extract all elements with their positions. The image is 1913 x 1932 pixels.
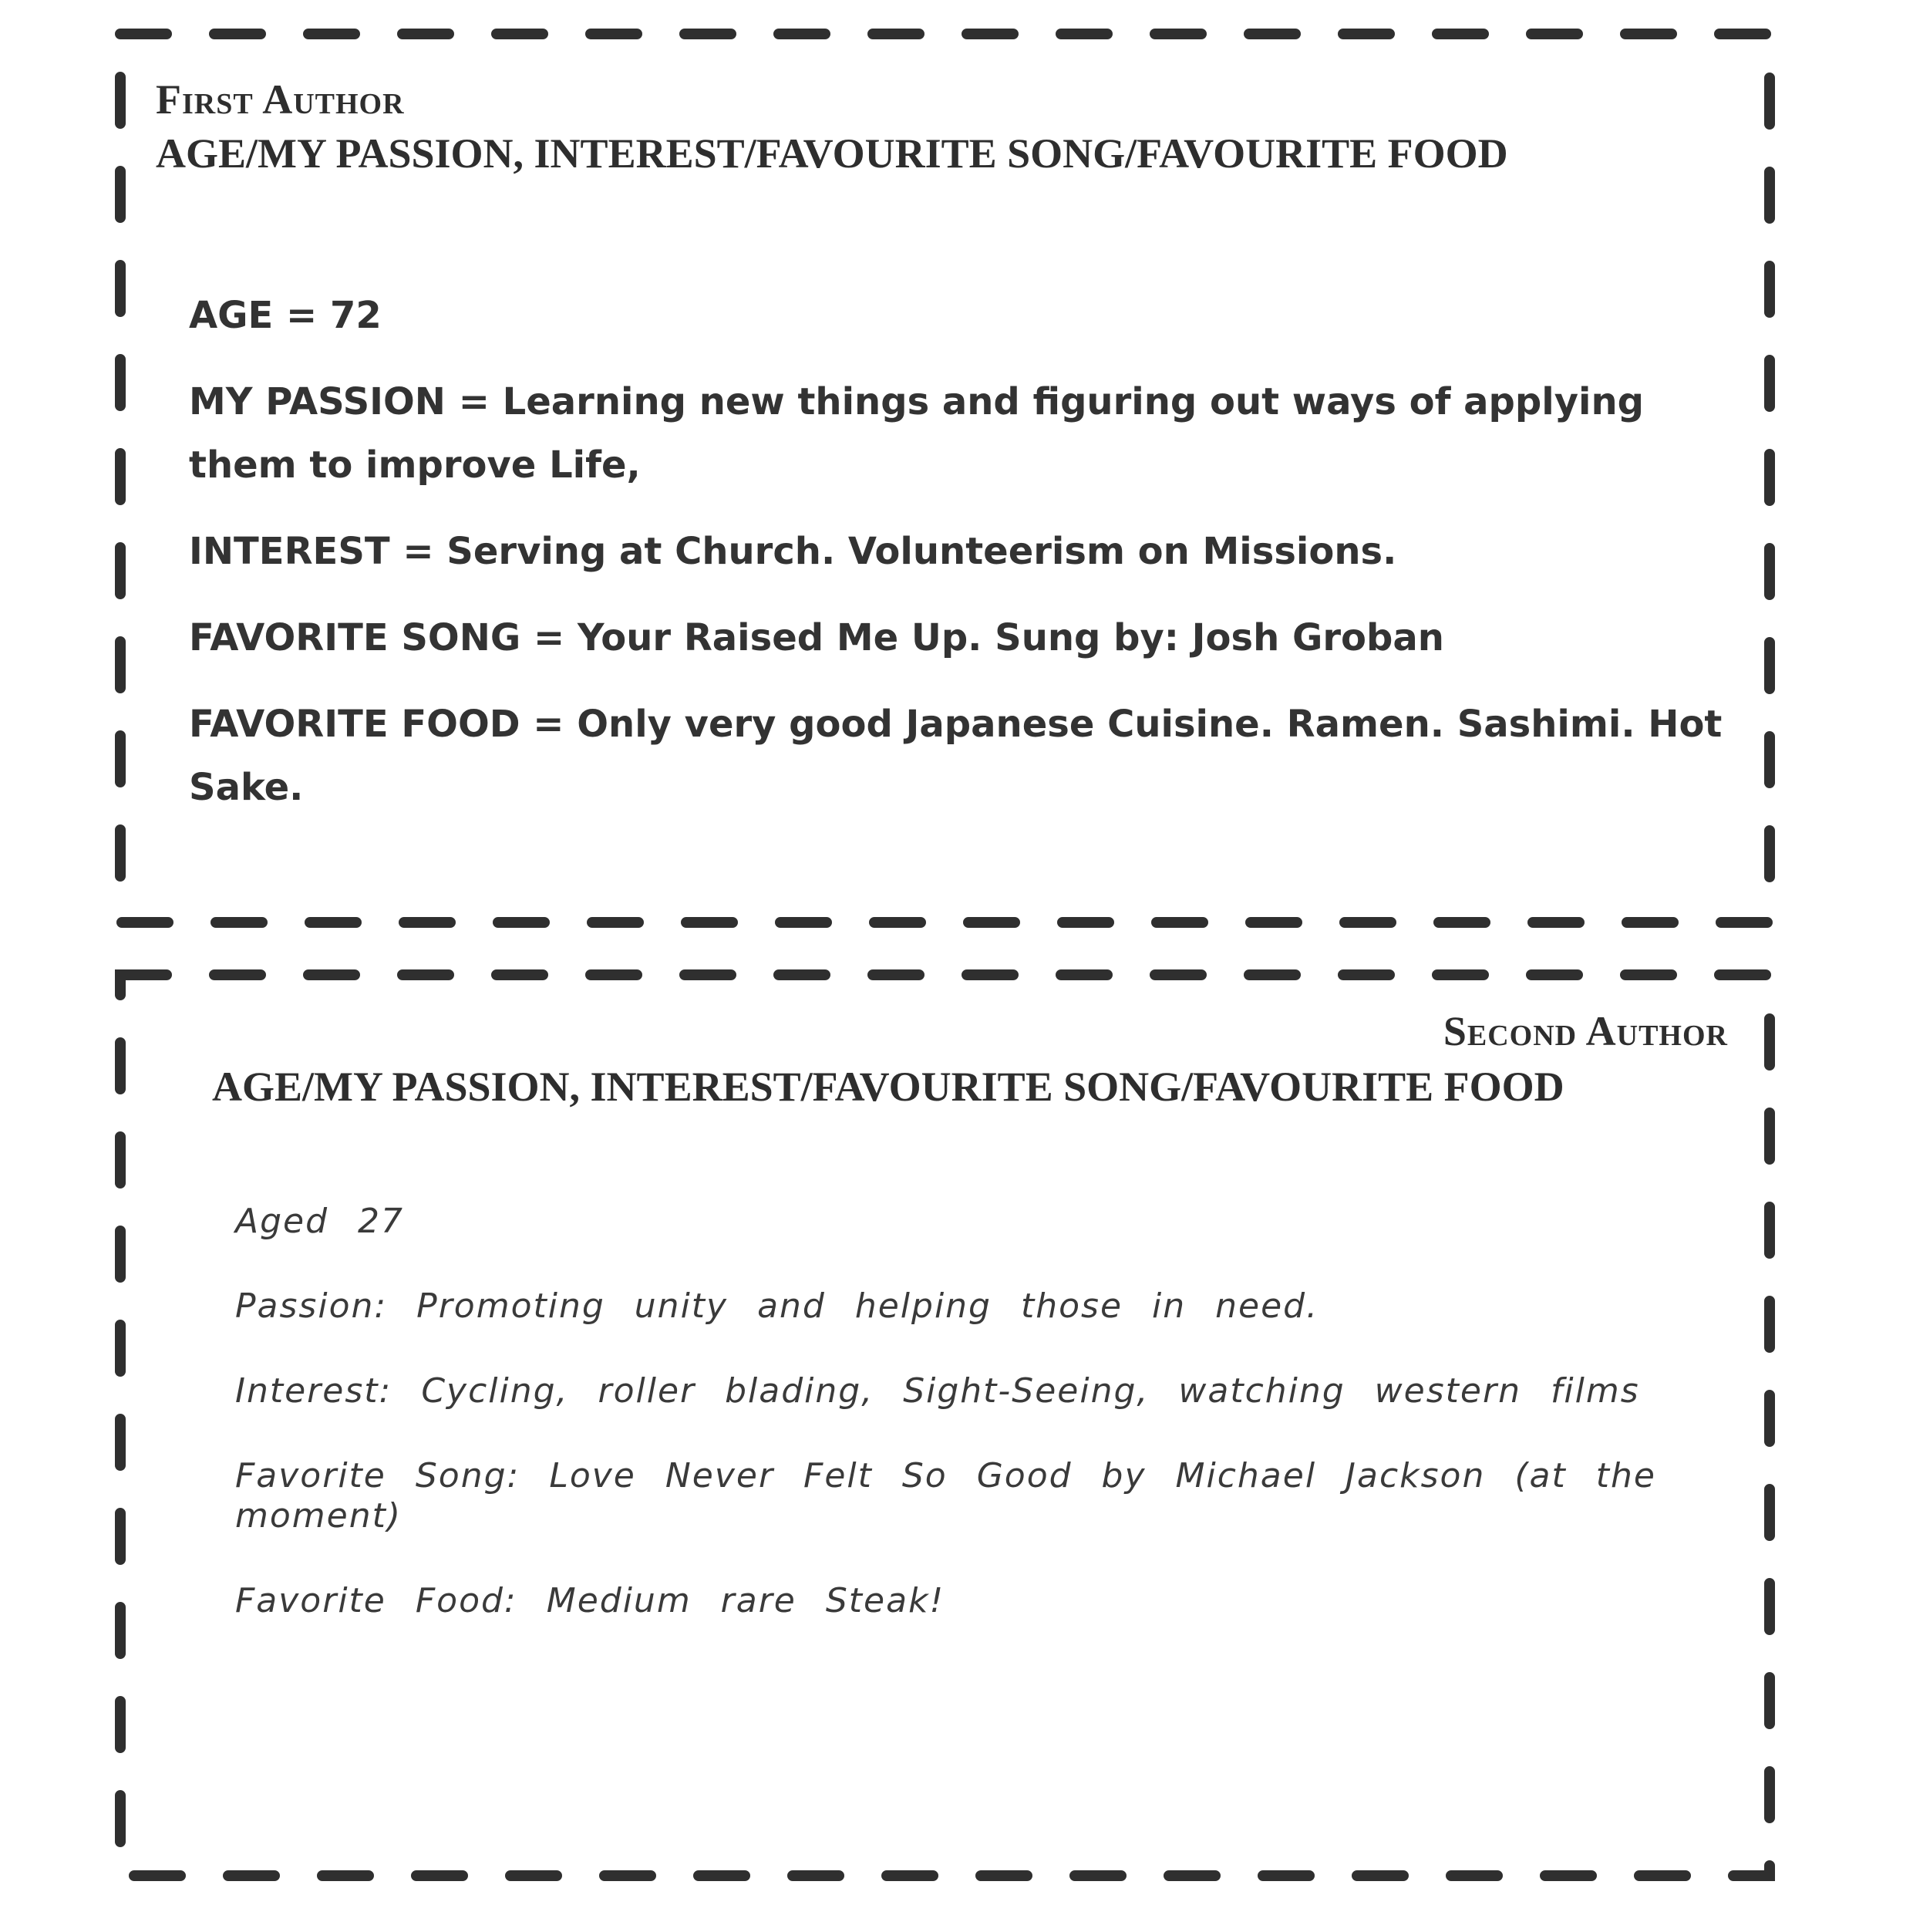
second-author-food: Favorite Food: Medium rare Steak! (235, 1581, 945, 1620)
first-author-interest: INTEREST = Serving at Church. Volunteerism on Missions. (189, 530, 1397, 573)
second-author-card (116, 970, 1774, 1880)
second-author-title: AGE/MY PASSION, INTEREST/FAVOURITE SONG/FAVOURITE FOOD (212, 1064, 1564, 1110)
first-author-answers (189, 284, 1739, 842)
first-author-age: AGE = 72 (189, 294, 382, 337)
first-author-food: FAVORITE FOOD = Only very good Japanese Cuisine. Ramen. Sashimi. Hot Sake. (189, 703, 1723, 809)
second-author-passion: Passion: Promoting unity and helping those in need. (235, 1286, 1319, 1326)
first-author-song: FAVORITE SONG = Your Raised Me Up. Sung by: Josh Groban (189, 616, 1444, 659)
second-author-age: Aged 27 (235, 1202, 405, 1241)
second-author-interest: Interest: Cycling, roller blading, Sight-Seeing, watching western films (235, 1371, 1640, 1411)
first-author-label: First Author (156, 76, 405, 123)
first-author-passion: MY PASSION = Learning new things and figuring out ways of applying them to improve Life, (189, 380, 1644, 487)
second-author-label: Second Author (1443, 1008, 1728, 1054)
second-author-song: Favorite Song: Love Never Felt So Good by Michael Jackson (at the moment) (235, 1456, 1656, 1536)
second-author-handwritten-answers (235, 1202, 1700, 1666)
first-author-card (116, 29, 1774, 927)
first-author-title: AGE/MY PASSION, INTEREST/FAVOURITE SONG/FAVOURITE FOOD (156, 130, 1508, 177)
